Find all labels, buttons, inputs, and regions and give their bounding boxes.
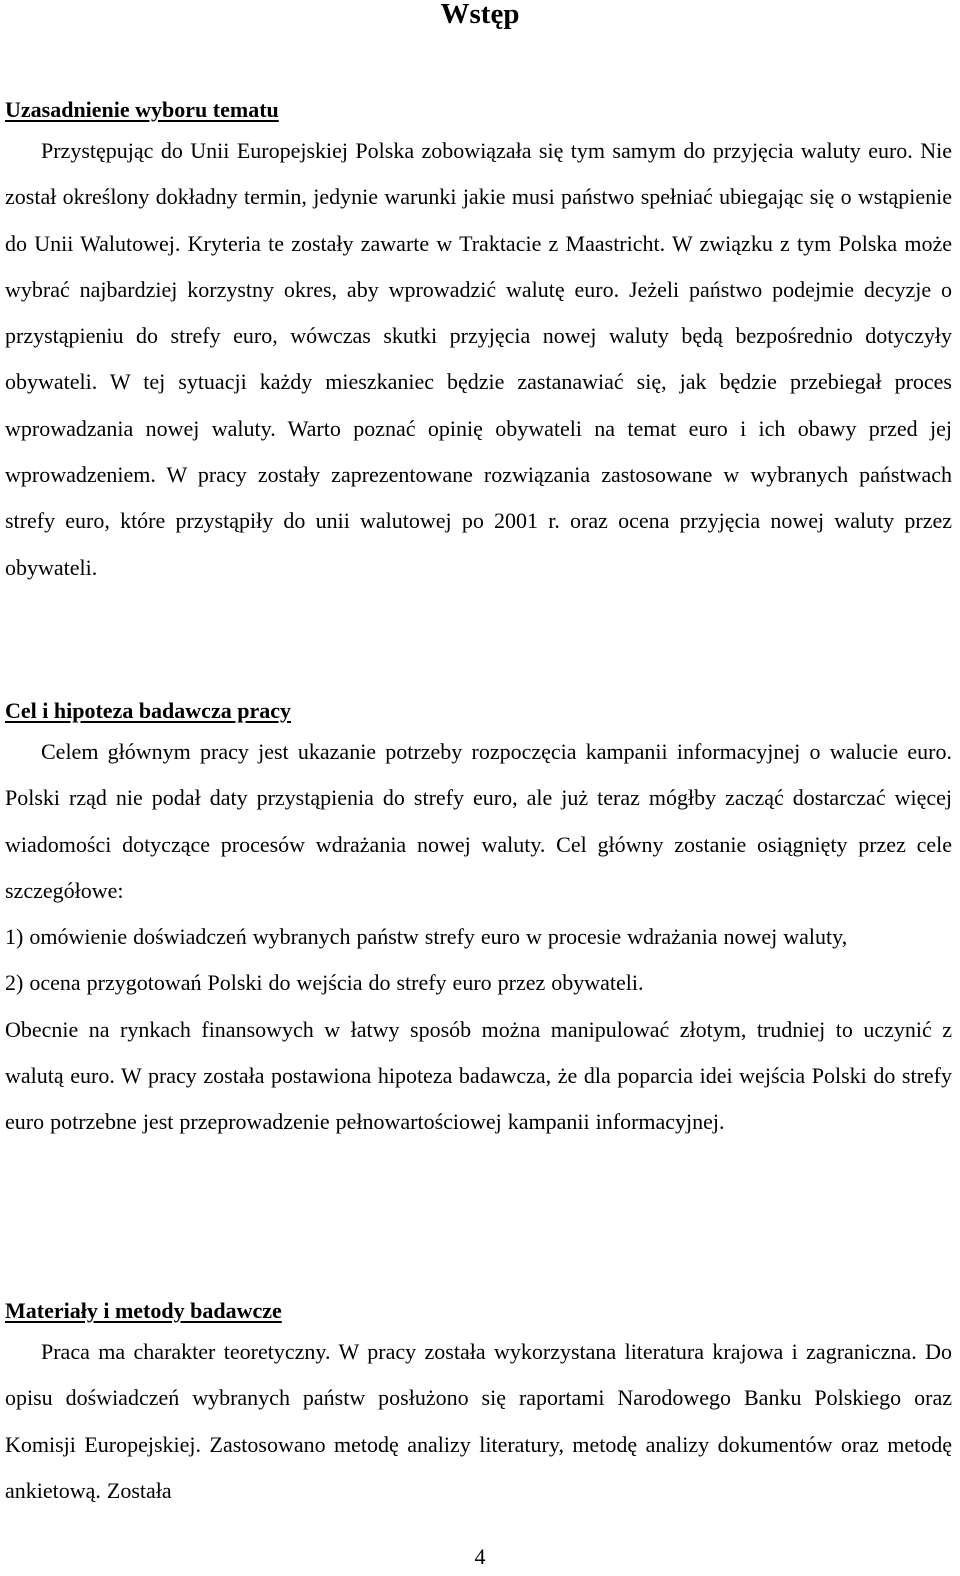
paragraph: Obecnie na rynkach finansowych w łatwy sposób można manipulować złotym, trudniej to uczynić z walutą euro. W pracy została postawiona hipoteza badawcza, że dla poparcia idei wejścia Polski do strefy euro potrzebne jest przeprowadzenie pełnowartościowej kampanii informacyjnej. xyxy=(5,1016,952,1135)
section-justification xyxy=(5,92,952,591)
section-goal-hypothesis xyxy=(5,693,952,1146)
page-number: 4 xyxy=(474,1544,486,1569)
paragraph: Celem głównym pracy jest ukazanie potrzeby rozpoczęcia kampanii informacyjnej o walucie euro. Polski rząd nie podał daty przystąpienia do strefy euro, ale już teraz mógłby zacząć dostarczać więcej wiadomości dotyczące procesów wdrażania nowej waluty. Cel główny zostanie osiągnięty przez cele szczegółowe: xyxy=(5,739,952,903)
section-heading: Uzasadnienie wyboru tematu xyxy=(5,97,279,122)
section-heading: Materiały i metody badawcze xyxy=(5,1298,282,1323)
list-item: 1) omówienie doświadczeń wybranych państw strefy euro w procesie wdrażania nowej waluty, xyxy=(5,924,848,950)
section-heading: Cel i hipoteza badawcza pracy xyxy=(5,698,291,723)
list-item: 2) ocena przygotowań Polski do wejścia do strefy euro przez obywateli. xyxy=(5,970,644,996)
paragraph: Praca ma charakter teoretyczny. W pracy została wykorzystana literatura krajowa i zagraniczna. Do opisu doświadczeń wybranych państw posłużono się raportami Narodowego Banku Polskiego oraz Komisji Europejskiej. Zastosowano metodę analizy literatury, metodę analizy dokumentów oraz metodę ankietową. Została xyxy=(5,1339,952,1503)
section-materials-methods xyxy=(5,1293,952,1514)
page-title: Wstęp xyxy=(440,0,520,30)
paragraph: Przystępując do Unii Europejskiej Polska zobowiązała się tym samym do przyjęcia waluty euro. Nie został określony dokładny termin, jedynie warunki jakie musi państwo spełniać ubiegając się o wstąpienie do Unii Walutowej. Kryteria te zostały zawarte w Traktacie z Maastricht. W związku z tym Polska może wybrać najbardziej korzystny okres, aby wprowadzić walutę euro. Jeżeli państwo podejmie decyzje o przystąpieniu do strefy euro, wówczas skutki przyjęcia nowej waluty będą bezpośrednio dotyczyły obywateli. W tej sytuacji każdy mieszkaniec będzie zastanawiać się, jak będzie przebiegał proces wprowadzania nowej waluty. Warto poznać opinię obywateli na temat euro i ich obawy przed jej wprowadzeniem. W pracy zostały zaprezentowane rozwiązania zastosowane w wybranych państwach strefy euro, które przystąpiły do unii walutowej po 2001 r. oraz ocena przyjęcia nowej waluty przez obywateli. xyxy=(5,138,952,580)
